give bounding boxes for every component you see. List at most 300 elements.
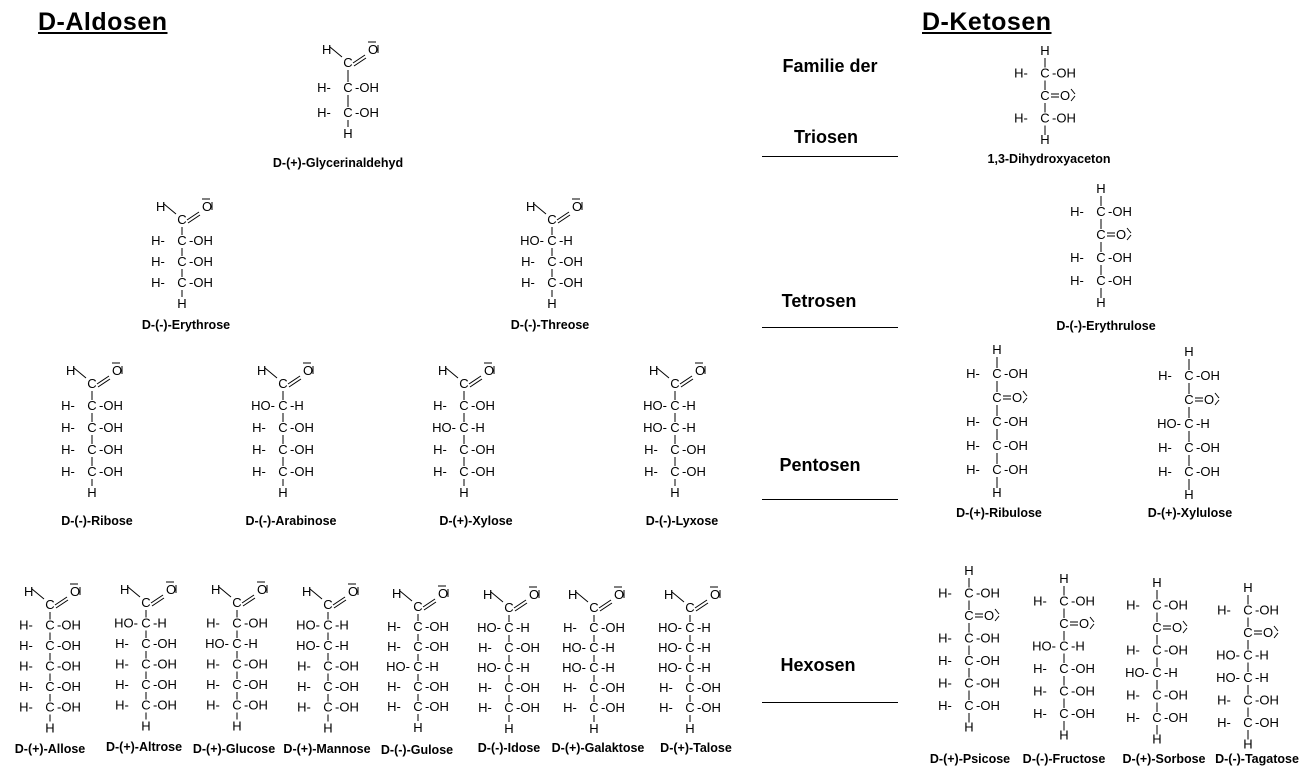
ketose-2-row-0-h: H-: [966, 366, 980, 381]
aldose-5-row-2-c: C: [459, 442, 469, 457]
ketose-3-row-1-c: C: [1184, 392, 1194, 407]
aldose-10-row-3-oh: -OH: [335, 679, 359, 694]
ketose-5-row-0-c: C: [1059, 593, 1069, 609]
aldose-9-aldehyde-h: H: [211, 582, 221, 597]
ketose-1-row-3-c: C: [1096, 273, 1106, 288]
aldose-6-row-3-oh: -OH: [682, 464, 706, 479]
ketose-3-row-4-c: C: [1184, 464, 1194, 479]
aldose-8-aldehyde-o: O: [166, 582, 177, 597]
aldose-2-aldehyde-o: O: [572, 199, 583, 214]
aldose-4-carbonyl-bond: [288, 376, 300, 384]
aldose-9-row-3-oh: -OH: [244, 677, 268, 692]
ketose-4-row-0-h: H-: [938, 585, 952, 601]
ketose-6-o-lonepair: [1183, 621, 1187, 626]
aldose-7-row-3-c: C: [45, 679, 55, 694]
aldose-7-aldehyde-h: H: [24, 584, 34, 599]
aldose-14-row-0-c: C: [685, 620, 695, 635]
ketose-2-row-4-h: H-: [966, 462, 980, 477]
ketose-2-row-0-oh: -OH: [1004, 366, 1028, 381]
aldose-9-aldehyde-o: O: [257, 582, 268, 597]
ketose-0-row-1-c: C: [1040, 88, 1050, 103]
aldose-0-carbonyl-bond-2: [354, 58, 366, 66]
aldose-12-aldehyde-bond: [491, 592, 503, 602]
aldose-10-carbonyl-bond-2: [334, 600, 346, 608]
aldose-10-end-h: H: [323, 720, 333, 736]
aldose-7-aldehyde-o: O: [70, 584, 81, 599]
aldose-14-row-4-oh: -OH: [697, 700, 721, 715]
ketoses-heading: D-Ketosen: [922, 8, 1052, 36]
label-fructose: D-(-)-Fructose: [1022, 752, 1106, 766]
ketose-6-top-h: H: [1152, 575, 1162, 590]
label-talose: D-(+)-Talose: [660, 741, 732, 755]
aldose-3-row-3-h: H-: [61, 464, 75, 479]
aldose-14-carbonyl-bond: [695, 600, 707, 608]
aldose-6-row-0-ho: HO-: [643, 398, 667, 413]
ketose-2-end-h: H: [992, 485, 1002, 500]
label-tagatose: D-(-)-Tagatose: [1215, 752, 1299, 766]
ketose-5-o-lonepair: [1090, 617, 1094, 622]
aldose-5-row-1-h: -H: [471, 420, 485, 435]
ketose-4-row-4-oh: -OH: [976, 675, 1000, 691]
aldose-6-aldehyde-c: C: [670, 376, 680, 391]
aldose-1-aldehyde-bond: [164, 204, 176, 214]
ketose-6-row-3-h: -H: [1164, 665, 1178, 680]
ketose-7-row-4-h: H-: [1217, 692, 1231, 708]
ketose-3-row-2-h: -H: [1196, 416, 1210, 431]
aldose-6-row-0-c: C: [670, 398, 680, 413]
aldose-12-row-1-h: H-: [478, 640, 492, 655]
ketose-0-row-2-c: C: [1040, 110, 1050, 126]
aldose-14-row-0-h: -H: [697, 620, 711, 635]
aldose-1-row-0-h: H-: [151, 233, 165, 248]
aldose-11-row-1-c: C: [413, 639, 423, 654]
aldose-3-row-0-c: C: [87, 398, 97, 413]
aldose-11-row-1-h: H-: [387, 639, 401, 654]
ketose-4-row-5-oh: -OH: [976, 698, 1000, 713]
aldose-3-aldehyde-o: O: [112, 363, 123, 378]
aldose-1-carbonyl-bond: [187, 212, 199, 220]
aldose-4-aldehyde-h: H: [257, 363, 267, 378]
ketose-4-row-5-c: C: [964, 698, 974, 713]
aldose-3-carbonyl-bond: [97, 376, 109, 384]
aldose-12-row-2-c: C: [504, 660, 514, 675]
aldose-4-aldehyde-c: C: [278, 376, 288, 391]
ketose-2-row-4-c: C: [992, 462, 1002, 477]
aldose-13-carbonyl-bond: [599, 600, 611, 608]
aldose-8-aldehyde-c: C: [141, 595, 151, 610]
ketose-4-o-lonepair: [995, 609, 999, 614]
aldose-0-row-1-h: H-: [317, 105, 331, 120]
aldose-9-row-2-h: H-: [206, 656, 220, 672]
aldose-7-row-4-oh: -OH: [57, 699, 81, 715]
aldose-9-row-0-c: C: [232, 615, 242, 631]
label-idose: D-(-)-Idose: [477, 741, 541, 755]
aldose-7-end-h: H: [45, 720, 55, 736]
aldose-5-row-3-c: C: [459, 464, 469, 479]
aldose-13-aldehyde-o: O: [614, 587, 625, 602]
aldose-12-row-0-h: -H: [516, 620, 530, 635]
aldose-11-row-4-oh: -OH: [425, 699, 449, 714]
aldose-8-row-0-c: C: [141, 615, 151, 631]
aldose-0-row-0-oh: -OH: [355, 80, 379, 95]
ketose-7-row-2-c: C: [1243, 647, 1253, 663]
aldose-0-aldehyde-h: H: [322, 42, 332, 57]
aldose-12-row-2-h: -H: [516, 660, 530, 675]
aldose-9-carbonyl-bond: [242, 595, 254, 603]
ketose-7-end-h: H: [1243, 736, 1253, 752]
ketose-3-o-lonepair: [1215, 393, 1219, 398]
aldose-0-aldehyde-c: C: [343, 55, 353, 70]
aldose-6-row-3-h: H-: [644, 464, 658, 479]
aldose-2-carbonyl-bond-2: [558, 215, 570, 223]
aldose-2-row-1-h: H-: [521, 254, 535, 269]
ketose-7-row-0-oh: -OH: [1255, 602, 1279, 618]
aldose-3-row-3-oh: -OH: [99, 464, 123, 479]
aldose-13-row-0-h: H-: [563, 620, 577, 635]
ketose-4-end-h: H: [964, 719, 974, 735]
aldose-5-carbonyl-bond: [469, 376, 481, 384]
aldose-13-row-1-c: C: [589, 640, 599, 655]
ketose-3-top-h: H: [1184, 344, 1194, 359]
ketose-4-row-2-oh: -OH: [976, 630, 1000, 646]
label-altrose: D-(+)-Altrose: [105, 740, 183, 754]
aldose-7-row-2-c: C: [45, 658, 55, 674]
aldose-11-row-2-h: -H: [425, 659, 439, 674]
ketose-6-row-2-oh: -OH: [1164, 642, 1188, 658]
aldose-8-carbonyl-bond: [151, 595, 163, 603]
aldose-9-end-h: H: [232, 718, 242, 734]
ketose-1-row-0-c: C: [1096, 204, 1106, 219]
ketose-1-row-2-h: H-: [1070, 250, 1084, 265]
aldose-13-row-4-c: C: [589, 700, 599, 715]
aldose-12-aldehyde-h: H: [483, 587, 493, 602]
aldose-2-end-h: H: [547, 296, 557, 311]
aldose-4-row-3-h: H-: [252, 464, 266, 479]
ketose-7-row-3-ho: HO-: [1216, 670, 1240, 685]
ketose-5-row-3-oh: -OH: [1071, 661, 1095, 676]
aldose-13-row-2-ho: HO-: [562, 660, 586, 675]
aldose-9-row-1-c: C: [232, 636, 242, 651]
aldose-9-row-0-oh: -OH: [244, 615, 268, 631]
ketose-5-row-5-c: C: [1059, 706, 1069, 721]
aldose-6-row-2-c: C: [670, 442, 680, 457]
aldose-13-aldehyde-bond: [576, 592, 588, 602]
aldose-12-aldehyde-o: O: [529, 587, 540, 602]
ketose-4-row-0-oh: -OH: [976, 585, 1000, 601]
aldose-12-row-1-oh: -OH: [516, 640, 540, 655]
ketose-2-row-2-oh: -OH: [1004, 414, 1028, 429]
aldose-4-row-1-c: C: [278, 420, 288, 435]
ketose-3-row-1-o: O: [1204, 392, 1215, 407]
family-triosen-label: Triosen: [793, 127, 859, 147]
ketose-7-row-5-h: H-: [1217, 715, 1231, 730]
ketose-5-row-0-oh: -OH: [1071, 593, 1095, 609]
ketose-4-row-2-c: C: [964, 630, 974, 646]
aldose-8-row-4-oh: -OH: [153, 697, 177, 713]
aldose-13-aldehyde-h: H: [568, 587, 578, 602]
aldose-1-row-1-h: H-: [151, 254, 165, 269]
aldose-4-row-2-oh: -OH: [290, 442, 314, 457]
aldose-3-row-2-oh: -OH: [99, 442, 123, 457]
aldose-4-row-0-c: C: [278, 398, 288, 413]
ketose-1-row-2-oh: -OH: [1108, 250, 1132, 265]
aldose-0-row-0-h: H-: [317, 80, 331, 95]
ketose-4-row-2-h: H-: [938, 630, 952, 646]
label-lyxose: D-(-)-Lyxose: [645, 514, 719, 528]
aldose-3-row-3-c: C: [87, 464, 97, 479]
aldose-12-row-1-c: C: [504, 640, 514, 655]
aldose-8-row-2-oh: -OH: [153, 656, 177, 672]
aldose-0-carbonyl-bond: [353, 55, 365, 63]
aldose-3-aldehyde-bond: [74, 368, 86, 378]
aldose-9-row-4-oh: -OH: [244, 697, 268, 713]
aldose-7-row-1-c: C: [45, 638, 55, 653]
ketose-6-row-0-c: C: [1152, 597, 1162, 613]
aldose-0-aldehyde-o: O: [368, 42, 379, 57]
aldose-1-aldehyde-o: O: [202, 199, 213, 214]
ketose-3-end-h: H: [1184, 487, 1194, 502]
ketose-3-o-lonepair-2: [1215, 400, 1219, 405]
aldose-2-row-1-oh: -OH: [559, 254, 583, 269]
label-sorbose: D-(+)-Sorbose: [1122, 752, 1206, 766]
aldose-5-aldehyde-bond: [446, 368, 458, 378]
ketose-5-row-2-c: C: [1059, 638, 1069, 654]
ketose-6-row-2-h: H-: [1126, 642, 1140, 658]
aldose-10-row-2-oh: -OH: [335, 658, 359, 674]
ketose-2-row-3-h: H-: [966, 438, 980, 453]
aldose-5-row-0-h: H-: [433, 398, 447, 413]
ketose-2-row-2-h: H-: [966, 414, 980, 429]
ketose-7-row-3-c: C: [1243, 670, 1253, 685]
ketose-4-row-3-c: C: [964, 653, 974, 668]
aldose-8-aldehyde-bond: [128, 587, 140, 597]
aldose-10-row-3-h: H-: [297, 679, 311, 694]
aldose-8-row-2-c: C: [141, 656, 151, 672]
aldose-10-row-4-c: C: [323, 699, 333, 715]
ketose-5-row-1-c: C: [1059, 616, 1069, 631]
aldose-14-row-4-c: C: [685, 700, 695, 715]
aldose-9-aldehyde-c: C: [232, 595, 242, 610]
ketose-6-row-3-c: C: [1152, 665, 1162, 680]
aldose-10-aldehyde-bond: [310, 589, 322, 599]
aldose-14-carbonyl-bond-2: [696, 603, 708, 611]
ketose-4-row-1-o: O: [984, 608, 995, 623]
ketose-5-row-4-h: H-: [1033, 683, 1047, 699]
ketose-6-row-3-ho: HO-: [1125, 665, 1149, 680]
aldose-3-row-2-h: H-: [61, 442, 75, 457]
aldose-9-row-1-h: -H: [244, 636, 258, 651]
aldose-2-row-0-ho: HO-: [520, 233, 544, 248]
aldose-13-row-1-h: -H: [601, 640, 615, 655]
ketose-5-row-1-o: O: [1079, 616, 1090, 631]
ketose-5-row-5-oh: -OH: [1071, 706, 1095, 721]
ketose-3-row-2-c: C: [1184, 416, 1194, 431]
aldose-10-row-4-h: H-: [297, 699, 311, 715]
aldose-6-carbonyl-bond: [680, 376, 692, 384]
aldose-10-aldehyde-o: O: [348, 584, 359, 599]
label-galaktose: D-(+)-Galaktose: [551, 741, 645, 755]
aldose-14-row-2-ho: HO-: [658, 660, 682, 675]
aldose-4-row-1-oh: -OH: [290, 420, 314, 435]
aldose-5-row-1-ho: HO-: [432, 420, 456, 435]
ketose-6-row-2-c: C: [1152, 642, 1162, 658]
aldose-12-row-3-oh: -OH: [516, 680, 540, 695]
aldose-4-row-0-ho: HO-: [251, 398, 275, 413]
aldose-11-row-3-c: C: [413, 679, 423, 694]
aldose-14-row-1-ho: HO-: [658, 640, 682, 655]
aldose-8-aldehyde-h: H: [120, 582, 130, 597]
aldose-13-end-h: H: [589, 721, 599, 736]
aldose-10-row-1-h: -H: [335, 638, 349, 653]
aldose-11-aldehyde-c: C: [413, 599, 423, 614]
aldose-7-carbonyl-bond-2: [56, 600, 68, 608]
aldose-6-aldehyde-o: O: [695, 363, 706, 378]
ketose-4-top-h: H: [964, 563, 974, 578]
aldose-7-aldehyde-bond: [32, 589, 44, 599]
aldose-12-row-0-ho: HO-: [477, 620, 501, 635]
label-threose: D-(-)-Threose: [510, 318, 590, 332]
aldose-9-carbonyl-bond-2: [243, 598, 255, 606]
aldose-1-row-0-oh: -OH: [189, 233, 213, 248]
ketose-7-row-1-c: C: [1243, 625, 1253, 640]
aldose-7-row-1-oh: -OH: [57, 638, 81, 653]
aldose-7-row-4-h: H-: [19, 699, 33, 715]
aldose-5-row-1-c: C: [459, 420, 469, 435]
aldose-14-row-3-h: H-: [659, 680, 673, 695]
ketose-0-row-0-c: C: [1040, 65, 1050, 81]
ketose-2-top-h: H: [992, 342, 1002, 357]
aldose-6-row-0-h: -H: [682, 398, 696, 413]
ketose-6-row-5-oh: -OH: [1164, 710, 1188, 725]
aldose-8-row-4-h: H-: [115, 697, 129, 713]
ketose-5-row-3-c: C: [1059, 661, 1069, 676]
ketose-3-row-0-h: H-: [1158, 368, 1172, 383]
aldoses-heading: D-Aldosen: [38, 8, 168, 36]
family-tetrosen-label: Tetrosen: [781, 291, 857, 311]
ketose-5-row-0-h: H-: [1033, 593, 1047, 609]
aldose-9-aldehyde-bond: [219, 587, 231, 597]
aldose-6-carbonyl-bond-2: [681, 379, 693, 387]
aldose-1-row-1-oh: -OH: [189, 254, 213, 269]
aldose-14-row-4-h: H-: [659, 700, 673, 715]
ketose-7-row-5-oh: -OH: [1255, 715, 1279, 730]
aldose-5-aldehyde-o: O: [484, 363, 495, 378]
aldose-13-row-2-h: -H: [601, 660, 615, 675]
aldose-11-row-2-ho: HO-: [386, 659, 410, 674]
aldose-9-row-4-c: C: [232, 697, 242, 713]
aldose-4-row-1-h: H-: [252, 420, 266, 435]
aldose-10-aldehyde-h: H: [302, 584, 312, 599]
aldose-13-row-4-h: H-: [563, 700, 577, 715]
aldose-4-row-0-h: -H: [290, 398, 304, 413]
aldose-11-row-4-c: C: [413, 699, 423, 714]
aldose-11-carbonyl-bond-2: [424, 602, 436, 610]
label-psicose: D-(+)-Psicose: [929, 752, 1011, 766]
ketose-5-o-lonepair-2: [1090, 624, 1094, 629]
label-xylose: D-(+)-Xylose: [439, 514, 513, 528]
ketose-1-o-lonepair-2: [1127, 235, 1131, 240]
ketose-1-row-2-c: C: [1096, 250, 1106, 265]
aldose-11-aldehyde-bond: [400, 591, 412, 601]
aldose-1-end-h: H: [177, 296, 187, 311]
aldose-6-row-1-c: C: [670, 420, 680, 435]
ketose-6-row-5-c: C: [1152, 710, 1162, 725]
ketose-1-row-3-h: H-: [1070, 273, 1084, 288]
aldose-9-row-1-ho: HO-: [205, 636, 229, 651]
ketose-3-row-4-oh: -OH: [1196, 464, 1220, 479]
aldose-1-aldehyde-h: H: [156, 199, 166, 214]
aldose-13-row-4-oh: -OH: [601, 700, 625, 715]
ketose-4-row-3-oh: -OH: [976, 653, 1000, 668]
label-dihydroxyaceton: 1,3-Dihydroxyaceton: [987, 152, 1111, 166]
aldose-7-carbonyl-bond: [55, 597, 67, 605]
ketose-6-o-lonepair-2: [1183, 628, 1187, 633]
aldose-7-row-2-h: H-: [19, 658, 33, 674]
ketose-4-o-lonepair-2: [995, 616, 999, 621]
label-erythrose: D-(-)-Erythrose: [141, 318, 231, 332]
aldose-11-aldehyde-o: O: [438, 586, 449, 601]
ketose-7-row-5-c: C: [1243, 715, 1253, 730]
label-gulose: D-(-)-Gulose: [380, 743, 454, 757]
ketose-3-row-3-c: C: [1184, 440, 1194, 455]
aldose-13-row-1-ho: HO-: [562, 640, 586, 655]
aldose-8-row-1-oh: -OH: [153, 636, 177, 651]
aldose-10-row-0-h: -H: [335, 617, 349, 633]
aldose-10-row-2-h: H-: [297, 658, 311, 674]
aldose-6-aldehyde-h: H: [649, 363, 659, 378]
aldose-8-row-3-h: H-: [115, 677, 129, 692]
ketose-7-row-4-c: C: [1243, 692, 1253, 708]
aldose-7-aldehyde-c: C: [45, 597, 55, 612]
aldose-6-row-3-c: C: [670, 464, 680, 479]
ketose-4-row-5-h: H-: [938, 698, 952, 713]
aldose-9-row-0-h: H-: [206, 615, 220, 631]
aldose-13-row-3-h: H-: [563, 680, 577, 695]
aldose-10-carbonyl-bond: [333, 597, 345, 605]
aldose-6-row-2-h: H-: [644, 442, 658, 457]
aldose-11-row-0-c: C: [413, 619, 423, 634]
aldose-14-row-2-h: -H: [697, 660, 711, 675]
ketose-5-end-h: H: [1059, 727, 1069, 743]
aldose-14-row-3-c: C: [685, 680, 695, 695]
ketose-3-row-0-oh: -OH: [1196, 368, 1220, 383]
aldose-11-row-3-h: H-: [387, 679, 401, 694]
aldose-13-row-0-c: C: [589, 620, 599, 635]
ketose-1-row-1-o: O: [1116, 227, 1127, 242]
ketose-1-o-lonepair: [1127, 228, 1131, 233]
ketose-6-row-5-h: H-: [1126, 710, 1140, 725]
aldose-5-aldehyde-c: C: [459, 376, 469, 391]
ketose-0-row-0-oh: -OH: [1052, 65, 1076, 81]
aldose-10-row-0-ho: HO-: [296, 617, 320, 633]
aldose-2-aldehyde-h: H: [526, 199, 536, 214]
aldose-8-row-3-oh: -OH: [153, 677, 177, 692]
family-hexosen-label: Hexosen: [780, 655, 856, 675]
ketose-0-row-2-oh: -OH: [1052, 110, 1076, 126]
ketose-7-row-4-oh: -OH: [1255, 692, 1279, 708]
aldose-3-row-0-h: H-: [61, 398, 75, 413]
ketose-2-row-1-o: O: [1012, 390, 1023, 405]
ketose-1-row-0-h: H-: [1070, 204, 1084, 219]
aldose-12-aldehyde-c: C: [504, 600, 514, 615]
family-pentosen-label: Pentosen: [779, 455, 861, 475]
aldose-14-aldehyde-o: O: [710, 587, 721, 602]
aldose-13-row-3-oh: -OH: [601, 680, 625, 695]
aldose-13-row-3-c: C: [589, 680, 599, 695]
aldose-7-row-0-h: H-: [19, 617, 33, 633]
ketose-6-row-4-oh: -OH: [1164, 687, 1188, 703]
aldose-14-row-0-ho: HO-: [658, 620, 682, 635]
